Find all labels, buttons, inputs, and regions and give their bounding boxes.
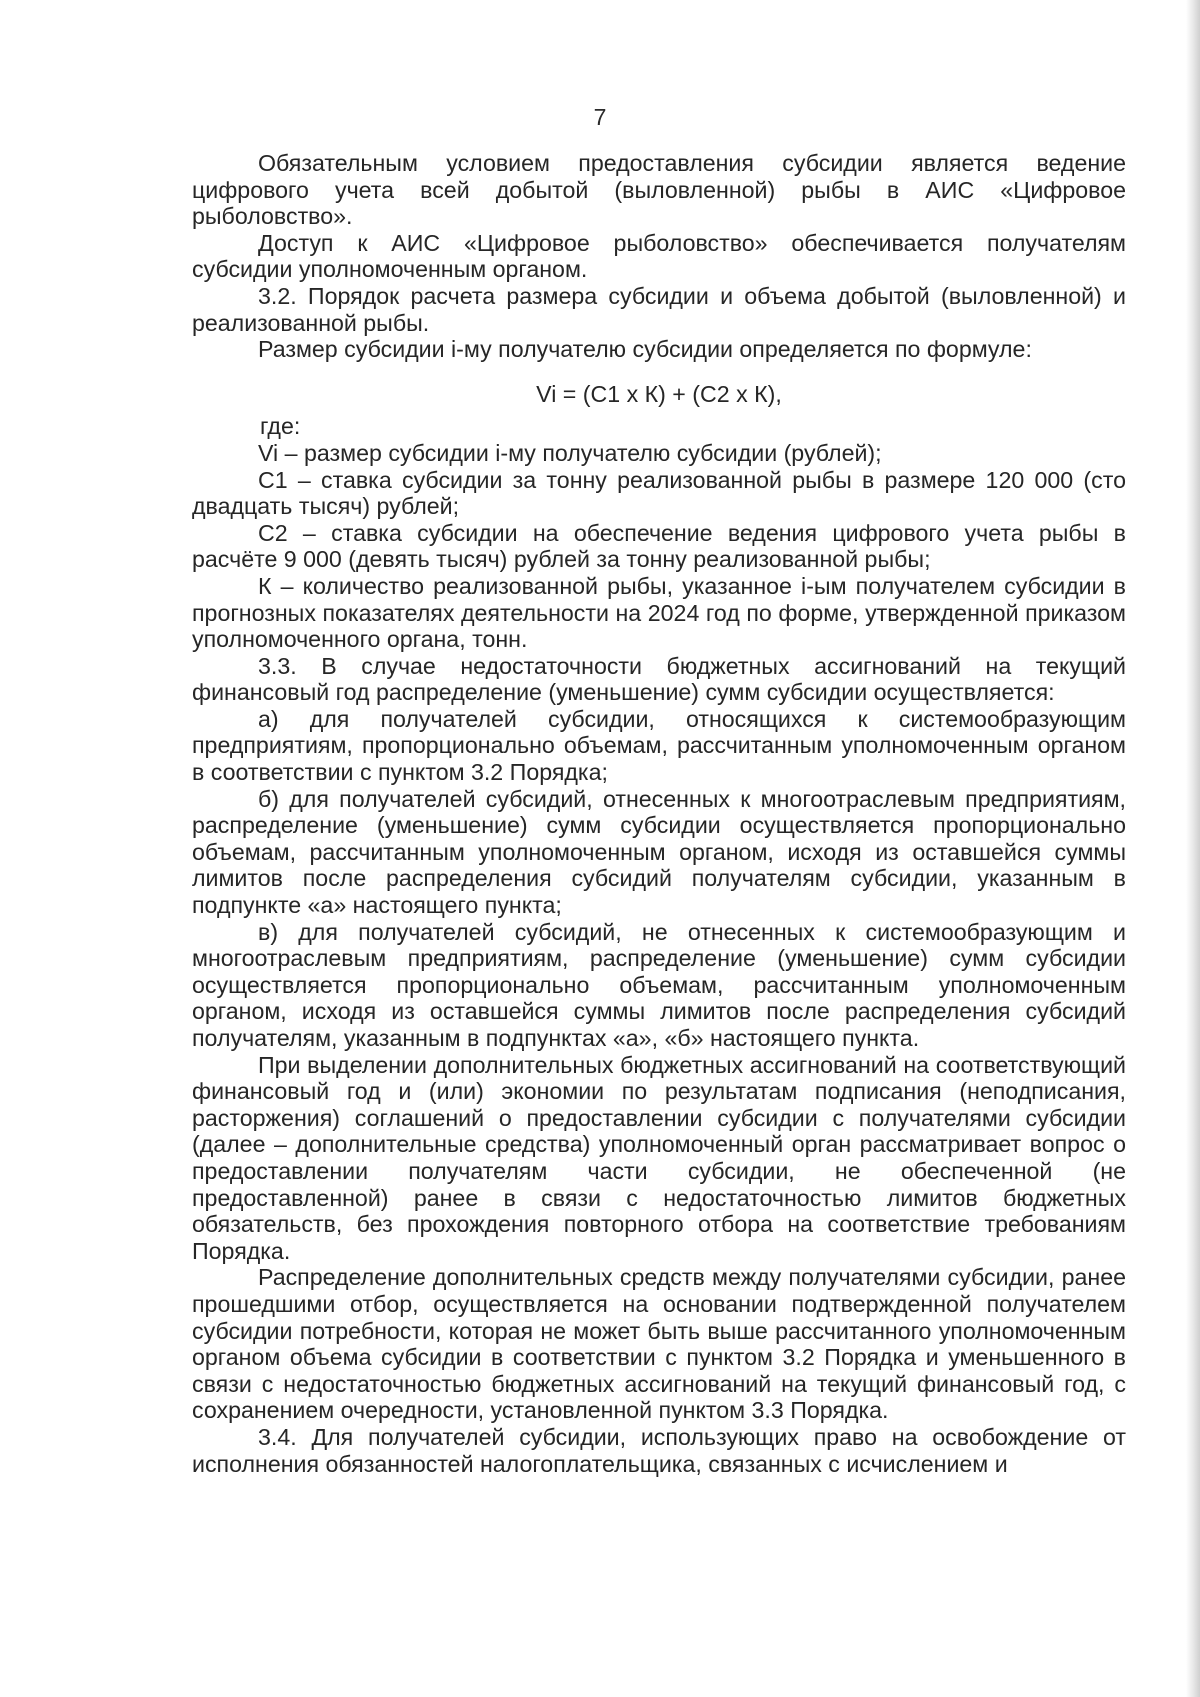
paragraph-where: где: — [260, 413, 301, 440]
paragraph-section-3-4: 3.4. Для получателей субсидии, использующих право на освобождение от исполнения обязанностей налогоплательщика, связанных с исчислением и — [192, 1423, 1126, 1477]
paragraph-digital-accounting-condition: Обязательным условием предоставления субсидии является ведение цифрового учета всей добытой (выловленной) рыбы в АИС «Цифровое рыболовство». — [192, 150, 1126, 230]
definition-c1: С1 – ставка субсидии за тонну реализованной рыбы в размере 120 000 (сто двадцать тысяч) рублей; — [192, 466, 1126, 520]
paragraph-additional-allocations: При выделении дополнительных бюджетных ассигнований на соответствующий финансовый год и (или) экономии по результатам подписания (неподписания, расторжения) соглашений о предоставлении субсидии с получателями субсидии (далее – дополнительные средства) уполномоченный орган рассматривает вопрос о предоставлении получателям части субсидии, не обеспеченной (не предоставленной) ранее в связи с недостаточностью лимитов бюджетных обязательств, без прохождения повторного отбора на соответствие требованиям Порядка. — [192, 1051, 1126, 1264]
paragraph-section-3-3: 3.3. В случае недостаточности бюджетных ассигнований на текущий финансовый год распределение (уменьшение) сумм субсидии осуществляется: — [192, 652, 1126, 706]
definition-k: К – количество реализованной рыбы, указанное i-ым получателем субсидии в прогнозных показателях деятельности на 2024 год по форме, утвержденной приказом уполномоченного органа, тонн. — [192, 572, 1126, 653]
paragraph-formula-intro: Размер субсидии i-му получателю субсидии определяется по формуле: — [258, 336, 1032, 363]
definition-vi: Vi – размер субсидии i-му получателю субсидии (рублей); — [258, 439, 882, 466]
list-item-b: б) для получателей субсидий, отнесенных к многоотраслевым предприятиям, распределение (уменьшение) сумм субсидии осуществляется пропорционально объемам, рассчитанным уполномоченным органом, исходя из оставшейся суммы лимитов после распределения субсидий получателям субсидии, указанным в подпункте «а» настоящего пункта; — [192, 785, 1126, 919]
page-number: 7 — [593, 104, 607, 130]
document-body — [192, 150, 1126, 1477]
list-item-a: а) для получателей субсидии, относящихся к системообразующим предприятиям, пропорционально объемам, рассчитанным уполномоченным органом в соответствии с пунктом 3.2 Порядка; — [192, 705, 1126, 786]
page-edge-shadow — [1186, 0, 1200, 1697]
list-item-v: в) для получателей субсидий, не отнесенных к системообразующим и многоотраслевым предприятиям, распределение (уменьшение) сумм субсидии осуществляется пропорционально объемам, рассчитанным уполномоченным органом, исходя из оставшейся суммы лимитов после распределения субсидий получателям, указанным в подпунктах «а», «б» настоящего пункта. — [192, 918, 1126, 1051]
paragraph-distribution-additional-funds: Распределение дополнительных средств между получателями субсидии, ранее прошедшими отбор, осуществляется на основании подтвержденной получателем субсидии потребности, которая не может быть выше рассчитанного уполномоченным органом объема субсидии в соответствии с пунктом 3.2 Порядка и уменьшенного в связи с недостаточностью бюджетных ассигнований на текущий финансовый год, с сохранением очередности, установленной пунктом 3.3 Порядка. — [192, 1264, 1126, 1424]
formula: Vi = (С1 х К) + (С2 х К), — [536, 380, 782, 407]
paragraph-ais-access: Доступ к АИС «Цифровое рыболовство» обеспечивается получателям субсидии уполномоченным органом. — [192, 229, 1126, 283]
paragraph-section-3-2-heading: 3.2. Порядок расчета размера субсидии и объема добытой (выловленной) и реализованной рыбы. — [192, 282, 1126, 336]
definition-c2: С2 – ставка субсидии на обеспечение ведения цифрового учета рыбы в расчёте 9 000 (девять тысяч) рублей за тонну реализованной рыбы; — [192, 519, 1126, 573]
